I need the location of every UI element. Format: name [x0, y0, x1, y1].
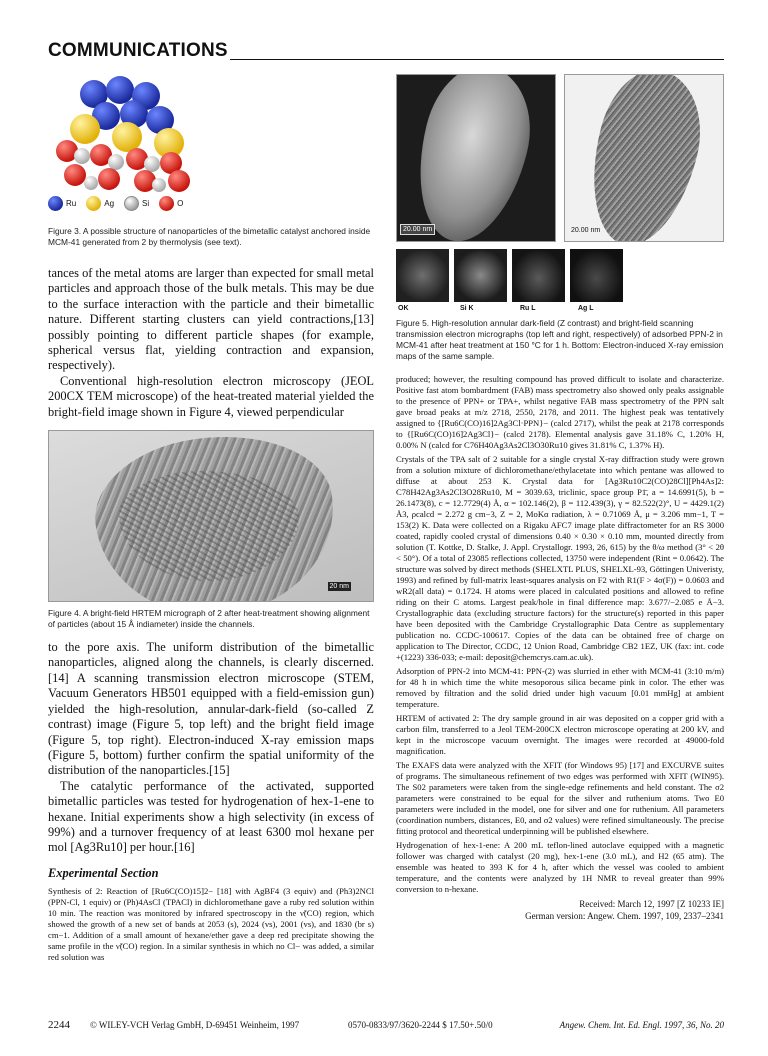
publisher: © WILEY-VCH Verlag GmbH, D-69451 Weinheim, 1997	[90, 1020, 300, 1030]
paragraph: The catalytic performance of the activated, supported bimetallic particles was tested for hydrogenation of hex-1-ene to hexane. Initial experiments show a high selectivity (in excess of 99%) and a turnover frequency of at least 6300 mol hexane per mol [Ag3Ru10] per hour.[16]	[48, 778, 374, 855]
map-label: OK	[398, 305, 409, 312]
xray-map-ag	[570, 249, 623, 302]
ru-atom-icon	[48, 196, 63, 211]
received-note	[396, 899, 724, 922]
right-body	[396, 374, 724, 895]
xray-map-o	[396, 249, 449, 302]
figure-5-caption: Figure 5. High-resolution annular dark-field (Z contrast) and bright-field scanning transmission electron micrographs (top left and right, respectively) of adsorbed PPN-2 in MCM-41 after heat treatment at 150 °C for 1 h. Bottom: Electron-induced X-ray emission maps of the same sample.	[396, 318, 724, 361]
paragraph: Hydrogenation of hex-1-ene: A 200 mL teflon-lined autoclave equipped with a magnetic follower was charged with catalyst (20 mg), hex-1-ene (3.0 mL), and H2 (65 atm). The ensemble was heated to 393 K for 4 h, after which the vessel was cooled to ambient temperature, and the contents were analyzed by 1H NMR to reveal greater than 99% conversion to n-hexane.	[396, 840, 724, 894]
page-number: 2244	[48, 1019, 70, 1031]
cluster-model-image	[50, 74, 200, 192]
paragraph: Crystals of the TPA salt of 2 suitable for a single crystal X-ray diffraction study were grown from a solution mixture of dichloromethane/ethylacetate into which pentane was allowed to diffuse at about 253 K. Crystal data for [Ag3Ru10C2(CO)28Cl][Ph4As]2: C78H42Ag3As2Cl3O28Ru10, M = 3039.63, triclinic, space group P1̄, a = 14.6991(5), b = 26.1473(8), c = 12.7729(4) Å, α = 102.146(2), β = 112.439(3), γ = 82.522(2)°, U = 4429.1(2) Å3, ρcalcd = 2.272 g cm−3, Z = 2, MoKα radiation, λ = 0.71069 Å, μ = 3.206 mm−1, T = 153(2) K. Data were collected on a Rigaku AFC7 image plate diffractometer for an RS 3000 coated, rapidly cooled crystal of dimensions 0.40 × 0.30 × 0.10 mm, mounted directly from solution (T. Kottke, D. Stalke, J. Appl. Crystallogr. 1993, 26, 615) by the θ/ω method (3° < 2θ < 50°). Of a total of 23085 reflections collected, 13750 were independent (Rint = 0.0642). The structure was solved by direct methods (SHELXTL PLUS, SHELXL-93, Göttingen Univeristy, 1993) and refined by full-matrix least-squares analysis on F2 with R1(F > 4σ(F)) = 0.0603 and wR2(all data) = 0.1724. H atoms were placed in calculated positions and allowed to refine riding on their C atoms. Largest peak/hole in final difference map: 3.677/−2.085 e Å−3. Crystallographic data (excluding structure factors) for the structure(s) reported in this paper have been deposited with the Cambridge Crystallographic Data Centre as supplementary publication no. CCDC-100617. Copies of the data can be obtained free of charge on application to The Director, CCDC, 12 Union Road, Cambridge CB2 1EZ, UK (fax: int. code +(1223) 336-033; e-mail: deposit@chemcrys.cam.ac.uk).	[396, 454, 724, 662]
figure-3-caption: Figure 3. A possible structure of nanoparticles of the bimetallic catalyst anchored inside MCM-41 generated from 2 by thermolysis (see text).	[48, 226, 371, 247]
legend-item-ag: Ag	[86, 196, 114, 211]
figure-3	[48, 74, 374, 222]
map-label: Ru L	[520, 305, 536, 312]
left-column	[48, 74, 374, 963]
paragraph: HRTEM of activated 2: The dry sample ground in air was deposited on a copper grid with a carbon film, transferred to a Jeol TEM-200CX electron microscope operating at 200 kV, and kept in the microscope vacuum overnight. The images were recorded at 49000-fold magnification.	[396, 713, 724, 756]
scale-bar: 20.00 nm	[571, 227, 601, 234]
si-atom-icon	[124, 196, 139, 211]
scale-bar: 20.00 nm	[400, 224, 435, 235]
left-body-bottom	[48, 640, 374, 856]
map-label: Ag L	[578, 305, 594, 312]
atom-legend	[48, 196, 187, 211]
legend-item-o: O	[159, 196, 183, 211]
o-atom-icon	[159, 196, 174, 211]
dark-field-image	[396, 74, 556, 242]
experimental-text: Synthesis of 2: Reaction of [Ru6C(CO)15]2− [18] with AgBF4 (3 equiv) and (Ph3)2NCl (PPN-Cl, 1 equiv) or (Ph)4AsCl (TPACl) in dichloromethane gave a ruby red solution within 10 min. The reaction was monitored by infrared spectroscopy in the ν̃(CO) region, which showed the growth of a new set of bands at 2053 (s), 2024 (vs), 2001 (vs), and 1830 (br s) cm−1. Addition of a small amount of hexane/ether gave a deep red precipitate showing the same profile in the ν̃(CO) region. In a similar synthesis in which no Cl− was added, a similar red solution was	[48, 885, 374, 962]
paragraph: Adsorption of PPN-2 into MCM-41: PPN-(2) was slurried in ether with MCM-41 (3:10 m/m) for 48 h in which time the white mesoporous silica became pink in color. The ether was removed by filtration and the solid dried under high vacuum [0.01 mmHg] at ambient temperature.	[396, 666, 724, 709]
paragraph: Conventional high-resolution electron microscopy (JEOL 200CX TEM microscope) of the heat-treated material yielded the bright-field image shown in Figure 4, viewed perpendicular	[48, 373, 374, 419]
xray-map-si	[454, 249, 507, 302]
scale-bar: 20 nm	[329, 583, 349, 591]
figure-5	[396, 74, 724, 316]
figure-4-caption: Figure 4. A bright-field HRTEM micrograph of 2 after heat-treatment showing alignment of particles (about 15 Å indiameter) inside the channels.	[48, 608, 370, 630]
ag-atom-icon	[86, 196, 101, 211]
journal-ref: Angew. Chem. Int. Ed. Engl. 1997, 36, No. 20	[559, 1020, 724, 1030]
received-date: Received: March 12, 1997 [Z 10233 IE]	[579, 899, 724, 909]
legend-item-ru: Ru	[48, 196, 76, 211]
map-label: Si K	[460, 305, 474, 312]
page-header	[48, 40, 724, 64]
xray-map-ru	[512, 249, 565, 302]
figure-4-micrograph	[48, 430, 374, 602]
experimental-section-title: Experimental Section	[48, 865, 159, 880]
paragraph: to the pore axis. The uniform distribution of the bimetallic nanoparticles, aligned along the channels, is clearly discerned.[14] A scanning transmission electron microscope (STEM, Vacuum Generators HB501 equipped with a field-emission gun) yielded the high-resolution, annular-dark-field (so-called Z contrast) image (Figure 5, top left) and the bright field image (Figure 5, top right). Electron-induced X-ray emission maps (Figure 5, bottom) further confirm the spatial uniformity of the distribution of the nanoparticles.[15]	[48, 640, 374, 778]
paragraph: tances of the metal atoms are larger than expected for small metal particles and approach those of the bulk metals. This may be due to the surface interaction with the particle and their bimetallic nature. Different starting clusters can yield contractions,[13] possibly pointing to different particle shapes (for example, spherical versus flat, yielding contraction and expansion, respectively).	[48, 266, 374, 373]
paragraph: produced; however, the resulting compound has proved difficult to isolate and characterize. Positive fast atom bombardment (FAB) mass spectrometry also showed only peaks assignable to the presence of PPN+ or TPA+, whilst negative FAB mass spectrometry of the PPN salt gave broad peaks at m/z 2718, 2550, 2178, and 2011. The highest peak was tentatively assigned to {[Ru6C(CO)16]2Ag3Cl·PPN}− (calcd 2717), whilst the peak at 2178 corresponds to {[Ru6C(CO)16]2Ag3Cl}− (calcd 2178). Elemental analysis gave 31.18% C, 1.20% H, 0.00% N (calcd for C76H40Ag3As2Cl3O30Ru10 gives 31.81% C, 1.37% H).	[396, 374, 724, 450]
right-column	[396, 74, 724, 922]
issn: 0570-0833/97/3620-2244 $ 17.50+.50/0	[348, 1020, 493, 1030]
section-title: COMMUNICATIONS	[48, 40, 228, 61]
paragraph: The EXAFS data were analyzed with the XFIT (for Windows 95) [17] and EXCURVE suites of programs. The simultaneous refinement of two edges was performed with XFIT (WIN95). The S02 parameters were taken from the single-edge refinements and held constant. The σ2 parameters were constrained to be equal for the silver and ruthenium atoms. Two E0 parameters were included in the model, one for silver and one for ruthenium. All parameters (coordination numbers, distances, E0, and σ2 values) were refined simultaneously. The precise fitting protocol and theoretical underpinning will be published elsewhere.	[396, 760, 724, 836]
header-rule	[230, 59, 724, 60]
left-body-top	[48, 266, 374, 420]
german-version: German version: Angew. Chem. 1997, 109, 2337–2341	[525, 910, 724, 921]
bright-field-image	[564, 74, 724, 242]
legend-item-si: Si	[124, 196, 149, 211]
